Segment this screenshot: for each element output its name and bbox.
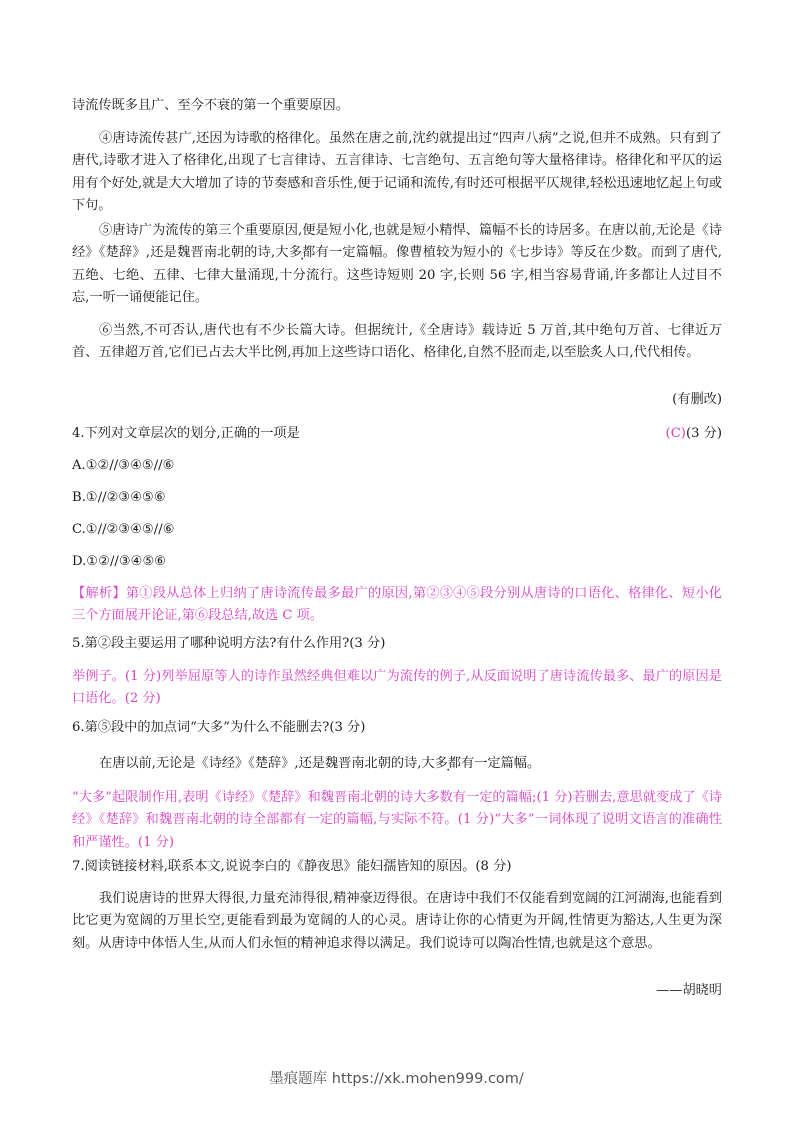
- question-6-answer: “大多”起限制作用,表明《诗经》《楚辞》和魏晋南北朝的诗大多数有一定的篇幅;(1 分)若删去,意思就变成了《诗经》《楚辞》和魏晋南北朝的诗全部都有一定的篇幅,与实际不符。(1 分)“大多”一词体现了说明文语言的准确性和严谨性。(1 分): [72, 790, 722, 850]
- footer-watermark: 墨痕题库 https://xk.mohen999.com/: [269, 1071, 524, 1087]
- question-4-row: [72, 423, 722, 445]
- paragraph-4: ④唐诗流传甚广,还因为诗歌的格律化。虽然在唐之前,沈约就提出过“四声八病”之说,但并不成熟。只有到了唐代,诗歌才进入了格律化,出现了七言律诗、五言律诗、七言绝句、五言绝句等大量格律诗。格律化和平仄的运用有个好处,就是大大增加了诗的节奏感和音乐性,便于记诵和流传,有时还可根据平仄规律,轻松迅速地忆起上句或下句。: [72, 131, 722, 214]
- question-4-answer: (C): [665, 426, 686, 441]
- question-7-material: 我们说唐诗的世界大得很,力量充沛得很,精神豪迈得很。在唐诗中我们不仅能看到宽阔的江河湖海,也能看到比它更为宽阔的万里长空,更能看到最为宽阔的人的心灵。唐诗让你的心情更为开阔,性情更为豁达,人生更为深刻。从唐诗中体悟人生,从而人们永恒的精神追求得以满足。我们说诗可以陶冶性情,也就是这个意思。: [72, 891, 722, 951]
- paragraph-5: [72, 220, 722, 310]
- material-author: ——胡晓明: [656, 983, 722, 998]
- question-6-stem: 6.第⑤段中的加点词“大多”为什么不能删去?(3 分): [72, 720, 366, 735]
- paragraph-5-part-a: ⑤唐诗广为流传的第三个重要原因,便是短小化,也就是短小精悍、篇幅不长的诗居多。在唐以前,无论是《诗经》《楚辞》,还是魏晋南北朝的诗,: [72, 223, 722, 261]
- source-note: (有删改): [672, 392, 722, 407]
- option-b: B.①//②③④⑤⑥: [72, 490, 166, 505]
- question-4-score: (3 分): [685, 426, 722, 441]
- question-4-stem: 4.下列对文章层次的划分,正确的一项是: [72, 426, 300, 441]
- quote-part-b: 都有一定篇幅。: [447, 756, 541, 771]
- option-d: D.①②//③④⑤⑥: [72, 554, 167, 569]
- analysis-text: 第①段从总体上归纳了唐诗流传最多最广的原因,第②③④⑤段分别从唐诗的口语化、格律化、短小化三个方面展开论证,第⑥段总结,故选 C 项。: [72, 586, 722, 624]
- question-4-meta: [666, 423, 722, 445]
- question-6-quote: [72, 753, 722, 775]
- question-4-analysis: [72, 583, 722, 628]
- option-a: A.①②//③④⑤//⑥: [72, 458, 175, 473]
- emphasis-dots-word: 大多: [275, 245, 303, 261]
- paragraph-3-end: 诗流传既多且广、至今不衰的第一个重要原因。: [72, 98, 349, 113]
- question-7-stem: 7.阅读链接材料,联系本文,说说李白的《静夜思》能妇孺皆知的原因。(8 分): [72, 859, 512, 874]
- paragraph-6: ⑥当然,不可否认,唐代也有不少长篇大诗。但据统计,《全唐诗》载诗近 5 万首,其中绝句万首、七律近万首、五律超万首,它们已占去大半比例,再加上这些诗口语化、格律化,自然不胫而走,以至脍炙人口,代代相传。: [72, 323, 722, 361]
- option-c: C.①//②③④⑤//⑥: [72, 522, 175, 537]
- question-5-answer: 举例子。(1 分)列举屈原等人的诗作虽然经典但难以广为流传的例子,从反面说明了唐诗流传最多、最广的原因是口语化。(2 分): [72, 669, 722, 707]
- analysis-label: 【解析】: [72, 586, 126, 601]
- question-5-stem: 5.第②段主要运用了哪种说明方法?有什么作用?(3 分): [72, 636, 386, 651]
- quote-part-a: 在唐以前,无论是《诗经》《楚辞》,还是魏晋南北朝的诗,: [99, 756, 422, 771]
- emphasis-dots-word: 大多: [421, 756, 448, 771]
- paragraph-5-part-b: 都有一定篇幅。像曹植较为短小的《七步诗》等反在少数。而到了唐代,五绝、七绝、五律、七律大量涌现,十分流行。这些诗短则 20 字,长则 56 字,相当容易背诵,许多都让人过目不忘,一听一诵便能记住。: [72, 245, 722, 306]
